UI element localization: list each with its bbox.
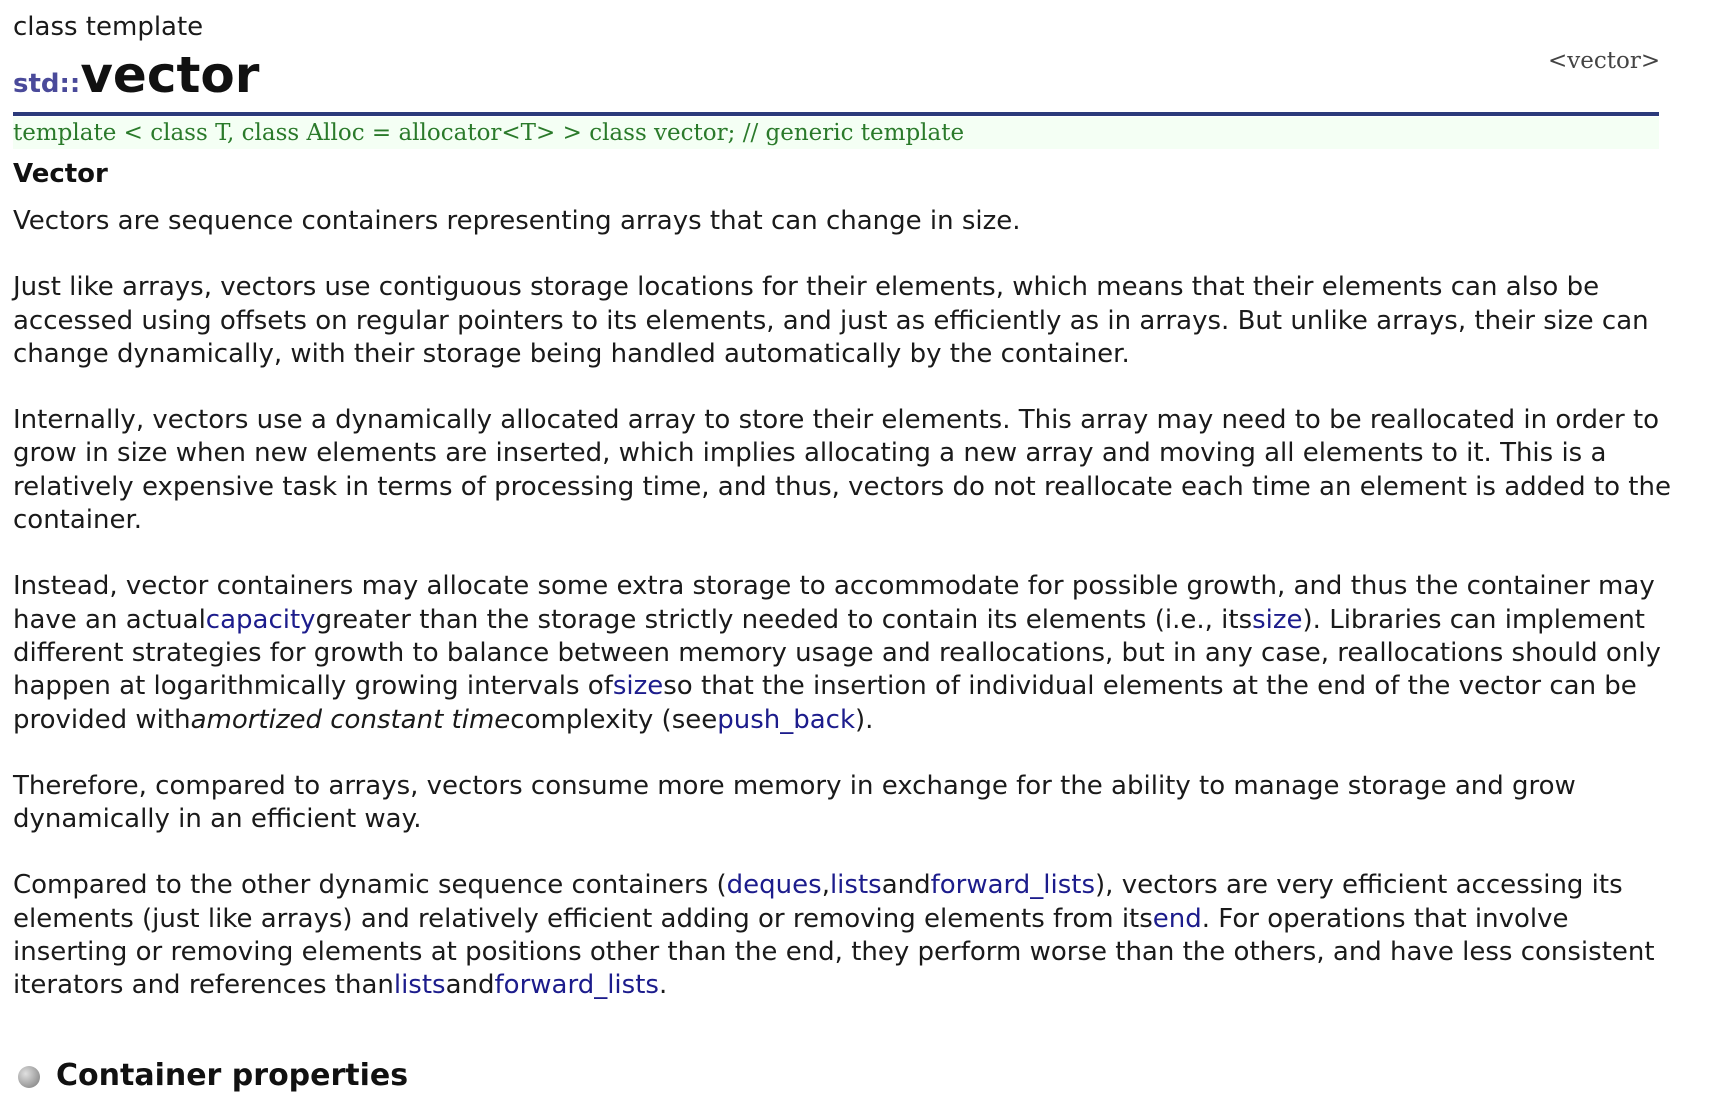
paragraph-6 [13,869,1673,1002]
paragraph-4 [13,570,1673,736]
link-size[interactable]: size [1252,604,1303,635]
class-name: vector [80,46,260,104]
link-size[interactable]: size [612,671,664,702]
next-section-title: Container properties [56,1058,409,1093]
paragraph-6-text: and [881,870,931,901]
link-end[interactable]: end [1152,903,1202,934]
paragraph-4-text: so that the insertion of individual elements at the end of the vector can be provided with [13,671,1637,735]
paragraph-6-text: ), vectors are very efficient accessing its elements (just like arrays) and relatively efficient adding or removing elements from its [13,870,1623,934]
paragraph-2: Just like arrays, vectors use contiguous storage locations for their elements, which means that their elements can also be accessed using offsets on regular pointers to its elements, and just as efficiently as in arrays. But unlike arrays, their size can change dynamically, with their storage being handled automatically by the container. [13,272,1649,369]
link-deques[interactable]: deques [726,870,822,901]
template-prototype: template < class T, class Alloc = allocator<T> > class vector; // generic template [13,117,1659,149]
paragraph-5: Therefore, compared to arrays, vectors consume more memory in exchange for the ability to manage storage and grow dynamically in an efficient way. [13,770,1576,835]
title-divider [13,112,1659,116]
namespace-prefix: std:: [13,69,81,99]
link-push-back[interactable]: push_back [717,704,856,735]
header-file-label: <vector> [1548,48,1661,74]
link-capacity[interactable]: capacity [205,604,316,635]
paragraph-6-text: Compared to the other dynamic sequence containers ( [13,870,727,901]
paragraph-6-text: . [658,970,668,1001]
page-title [13,46,259,104]
link-forward-lists[interactable]: forward_lists [494,970,659,1001]
paragraph-6-text: , [821,870,830,901]
paragraph-4-text: greater than the storage strictly needed to contain its elements (i.e., its [315,604,1253,635]
link-lists[interactable]: lists [393,970,446,1001]
section-bullet-icon [18,1066,40,1088]
paragraph-1: Vectors are sequence containers representing arrays that can change in size. [13,206,1021,236]
paragraph-6-text: . For operations that involve inserting or removing elements at positions other than the end, they perform worse than the others, and have less consistent iterators and references than [13,903,1655,1001]
paragraph-6-text: and [445,970,495,1001]
section-title: Vector [13,159,108,189]
link-forward-lists[interactable]: forward_lists [930,870,1096,901]
paragraph-4-text: complexity (see [510,704,718,735]
emphasis-amortized: amortized constant time [190,704,511,735]
paragraph-3: Internally, vectors use a dynamically allocated array to store their elements. This array may need to be reallocated in order to grow in size when new elements are inserted, which implies allocating a new array and moving all elements to it. This is a relatively expensive task in terms of processing time, and thus, vectors do not reallocate each time an element is added to the container. [13,405,1671,536]
link-lists[interactable]: lists [829,870,882,901]
paragraph-4-text: ). Libraries can implement different strategies for growth to balance between memory usage and reallocations, but in any case, reallocations should only happen at logarithmically growing intervals of [13,604,1661,702]
next-section-heading [18,1058,408,1093]
paragraph-4-text: Instead, vector containers may allocate some extra storage to accommodate for possible growth, and thus the container may have an actual [13,571,1655,635]
class-kind-label: class template [13,12,204,42]
description-body [13,205,1673,1036]
paragraph-4-text: ). [855,704,874,735]
